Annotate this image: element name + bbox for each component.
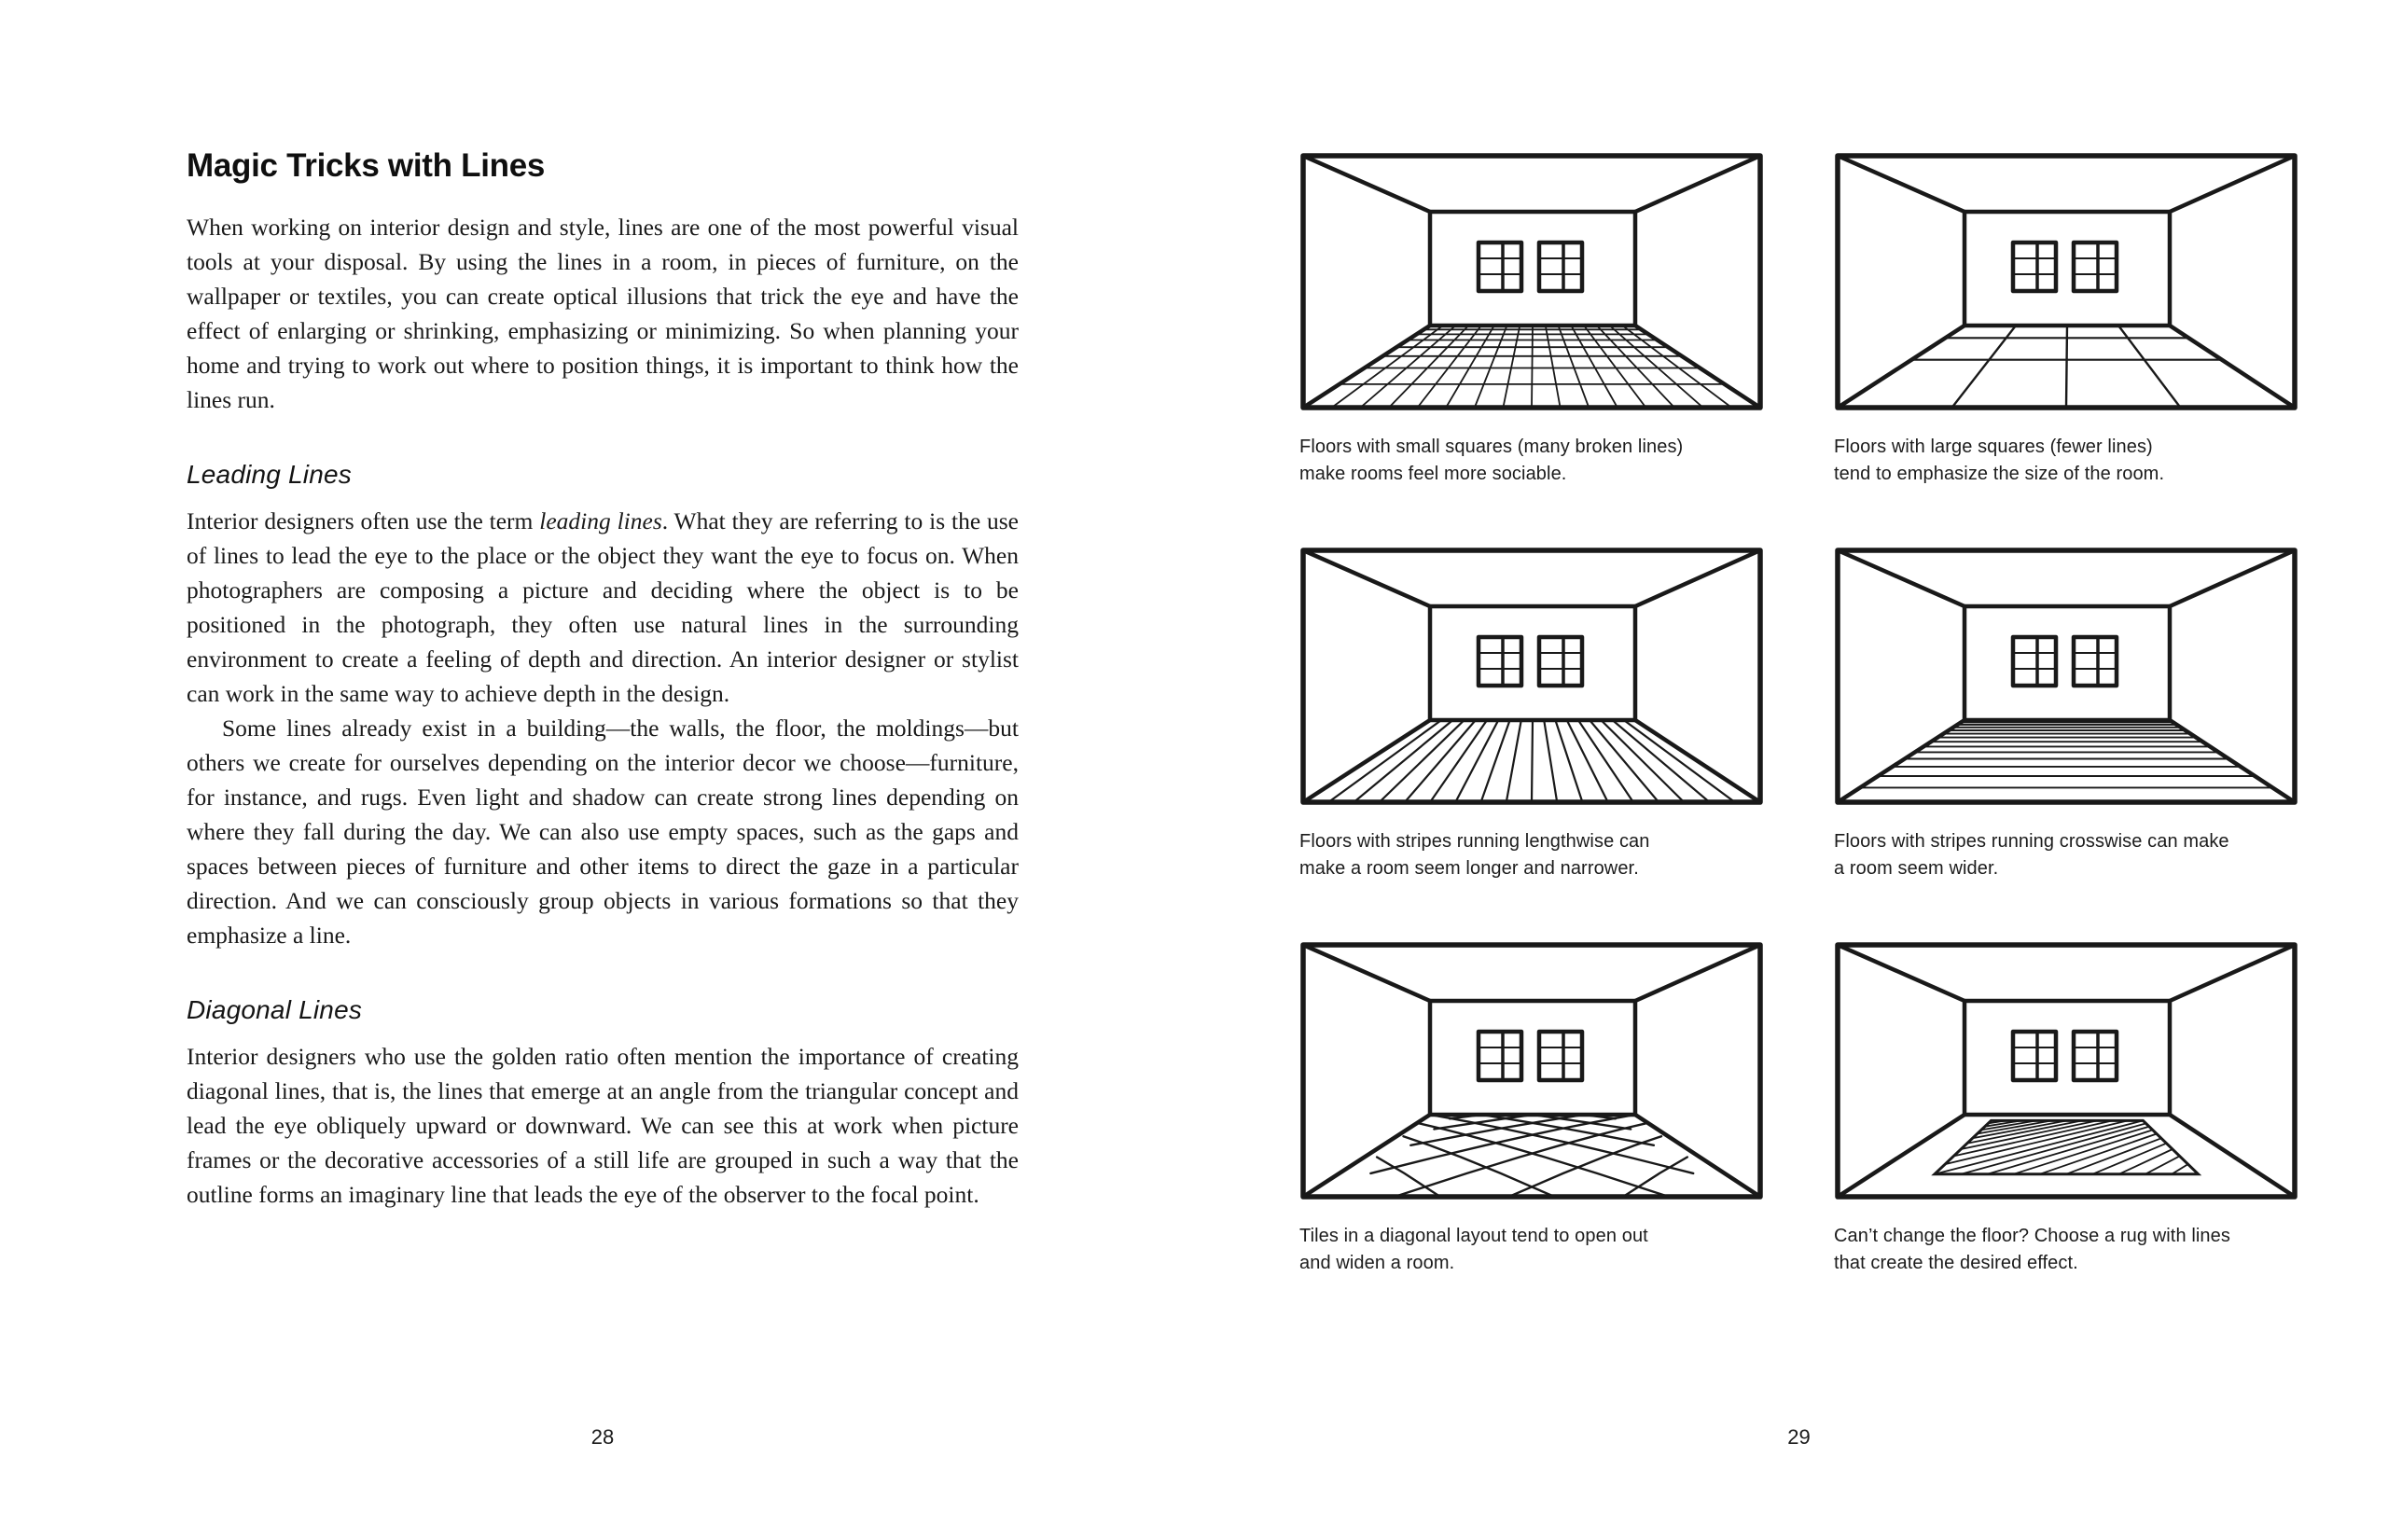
figure-caption-line1: Tiles in a diagonal layout tend to open out [1299, 1226, 1648, 1246]
page-title: Magic Tricks with Lines [187, 147, 546, 184]
section-heading-diagonal-lines: Diagonal Lines [187, 995, 363, 1024]
room-figure-small-squares [1299, 152, 1764, 547]
room-figure-diagonal-tiles [1299, 941, 1764, 1336]
leading-p1-italic-term: leading lines [539, 507, 662, 534]
left-page [187, 147, 1019, 1212]
figure-caption-line2: tend to emphasize the size of the room. [1834, 464, 2165, 484]
figure-caption-line1: Floors with stripes running crosswise can make [1834, 831, 2229, 852]
figure-caption-line2: a room seem wider. [1834, 858, 1999, 879]
figure-caption [1299, 1223, 1764, 1277]
room-illustration-stripes-crosswise [1834, 547, 2298, 806]
page-number-right: 29 [1787, 1425, 1811, 1449]
intro-paragraph: When working on interior design and style, lines are one of the most powerful visual tools at your disposal. By using the lines in a room, in pieces of furniture, on the wallpaper or textiles, you can create optical illusions that trick the eye and have the effect of enlarging or shrinking, emphasizing or minimizing. So when planning your home and trying to work out where to position things, it is important to think how the lines run. [187, 214, 1019, 413]
leading-paragraph-1 [187, 504, 1019, 711]
room-illustration-rug [1834, 941, 2298, 1200]
leading-p1-before: Interior designers often use the term [187, 507, 540, 534]
room-illustration-large-squares [1834, 152, 2298, 411]
figure-caption-line2: make a room seem longer and narrower. [1299, 858, 1639, 879]
leading-paragraph-2: Some lines already exist in a building—the walls, the floor, the moldings—but others we create for ourselves depending on the interior decor we choose—furniture, for instance, and rugs. Even light and shadow can create strong lines depending on where they fall during the day. We can also use empty spaces, such as the gaps and spaces between pieces of furniture and other items to direct the gaze in a particular direction. And we can consciously group objects in various formations so that they emphasize a line. [187, 715, 1019, 949]
figure-caption-line1: Floors with stripes running lengthwise can [1299, 831, 1650, 852]
page-number-left: 28 [590, 1425, 615, 1449]
room-figure-stripes-lengthwise [1299, 547, 1764, 941]
figure-caption-line1: Floors with large squares (fewer lines) [1834, 437, 2153, 457]
room-figure-stripes-crosswise [1834, 547, 2298, 941]
room-figure-large-squares [1834, 152, 2298, 547]
figure-caption-line1: Floors with small squares (many broken lines) [1299, 437, 1684, 457]
room-figure-rug [1834, 941, 2298, 1336]
figure-grid [1299, 152, 2298, 1336]
figure-caption [1834, 434, 2298, 488]
room-illustration-diagonal-tiles [1299, 941, 1764, 1200]
figure-caption-line2: that create the desired effect. [1834, 1253, 2078, 1273]
figure-caption-line2: and widen a room. [1299, 1253, 1455, 1273]
leading-p1-after: . What they are referring to is the use of lines to lead the eye to the place or the object they want the eye to focus on. When photographers are composing a picture and deciding where the object is to be positioned in the photograph, they often use natural lines in the surrounding environment to create a feeling of depth and direction. An interior designer or stylist can work in the same way to achieve depth in the design. [187, 507, 1019, 707]
room-illustration-small-squares [1299, 152, 1764, 411]
figure-caption [1299, 434, 1764, 488]
figure-caption-line1: Can’t change the floor? Choose a rug with lines [1834, 1226, 2230, 1246]
room-illustration-stripes-lengthwise [1299, 547, 1764, 806]
section-heading-leading-lines: Leading Lines [187, 460, 352, 489]
diagonal-paragraph-1: Interior designers who use the golden ratio often mention the importance of creating diagonal lines, that is, the lines that emerge at an angle from the triangular concept and lead the eye obliquely upward or downward. We can see this at work when picture frames or the decorative accessories of a still life are grouped in such a way that the outline forms an imaginary line that leads the eye of the observer to the focal point. [187, 1043, 1019, 1208]
figure-caption-line2: make rooms feel more sociable. [1299, 464, 1567, 484]
figure-caption [1299, 828, 1764, 882]
figure-caption [1834, 1223, 2298, 1277]
figure-caption [1834, 828, 2298, 882]
